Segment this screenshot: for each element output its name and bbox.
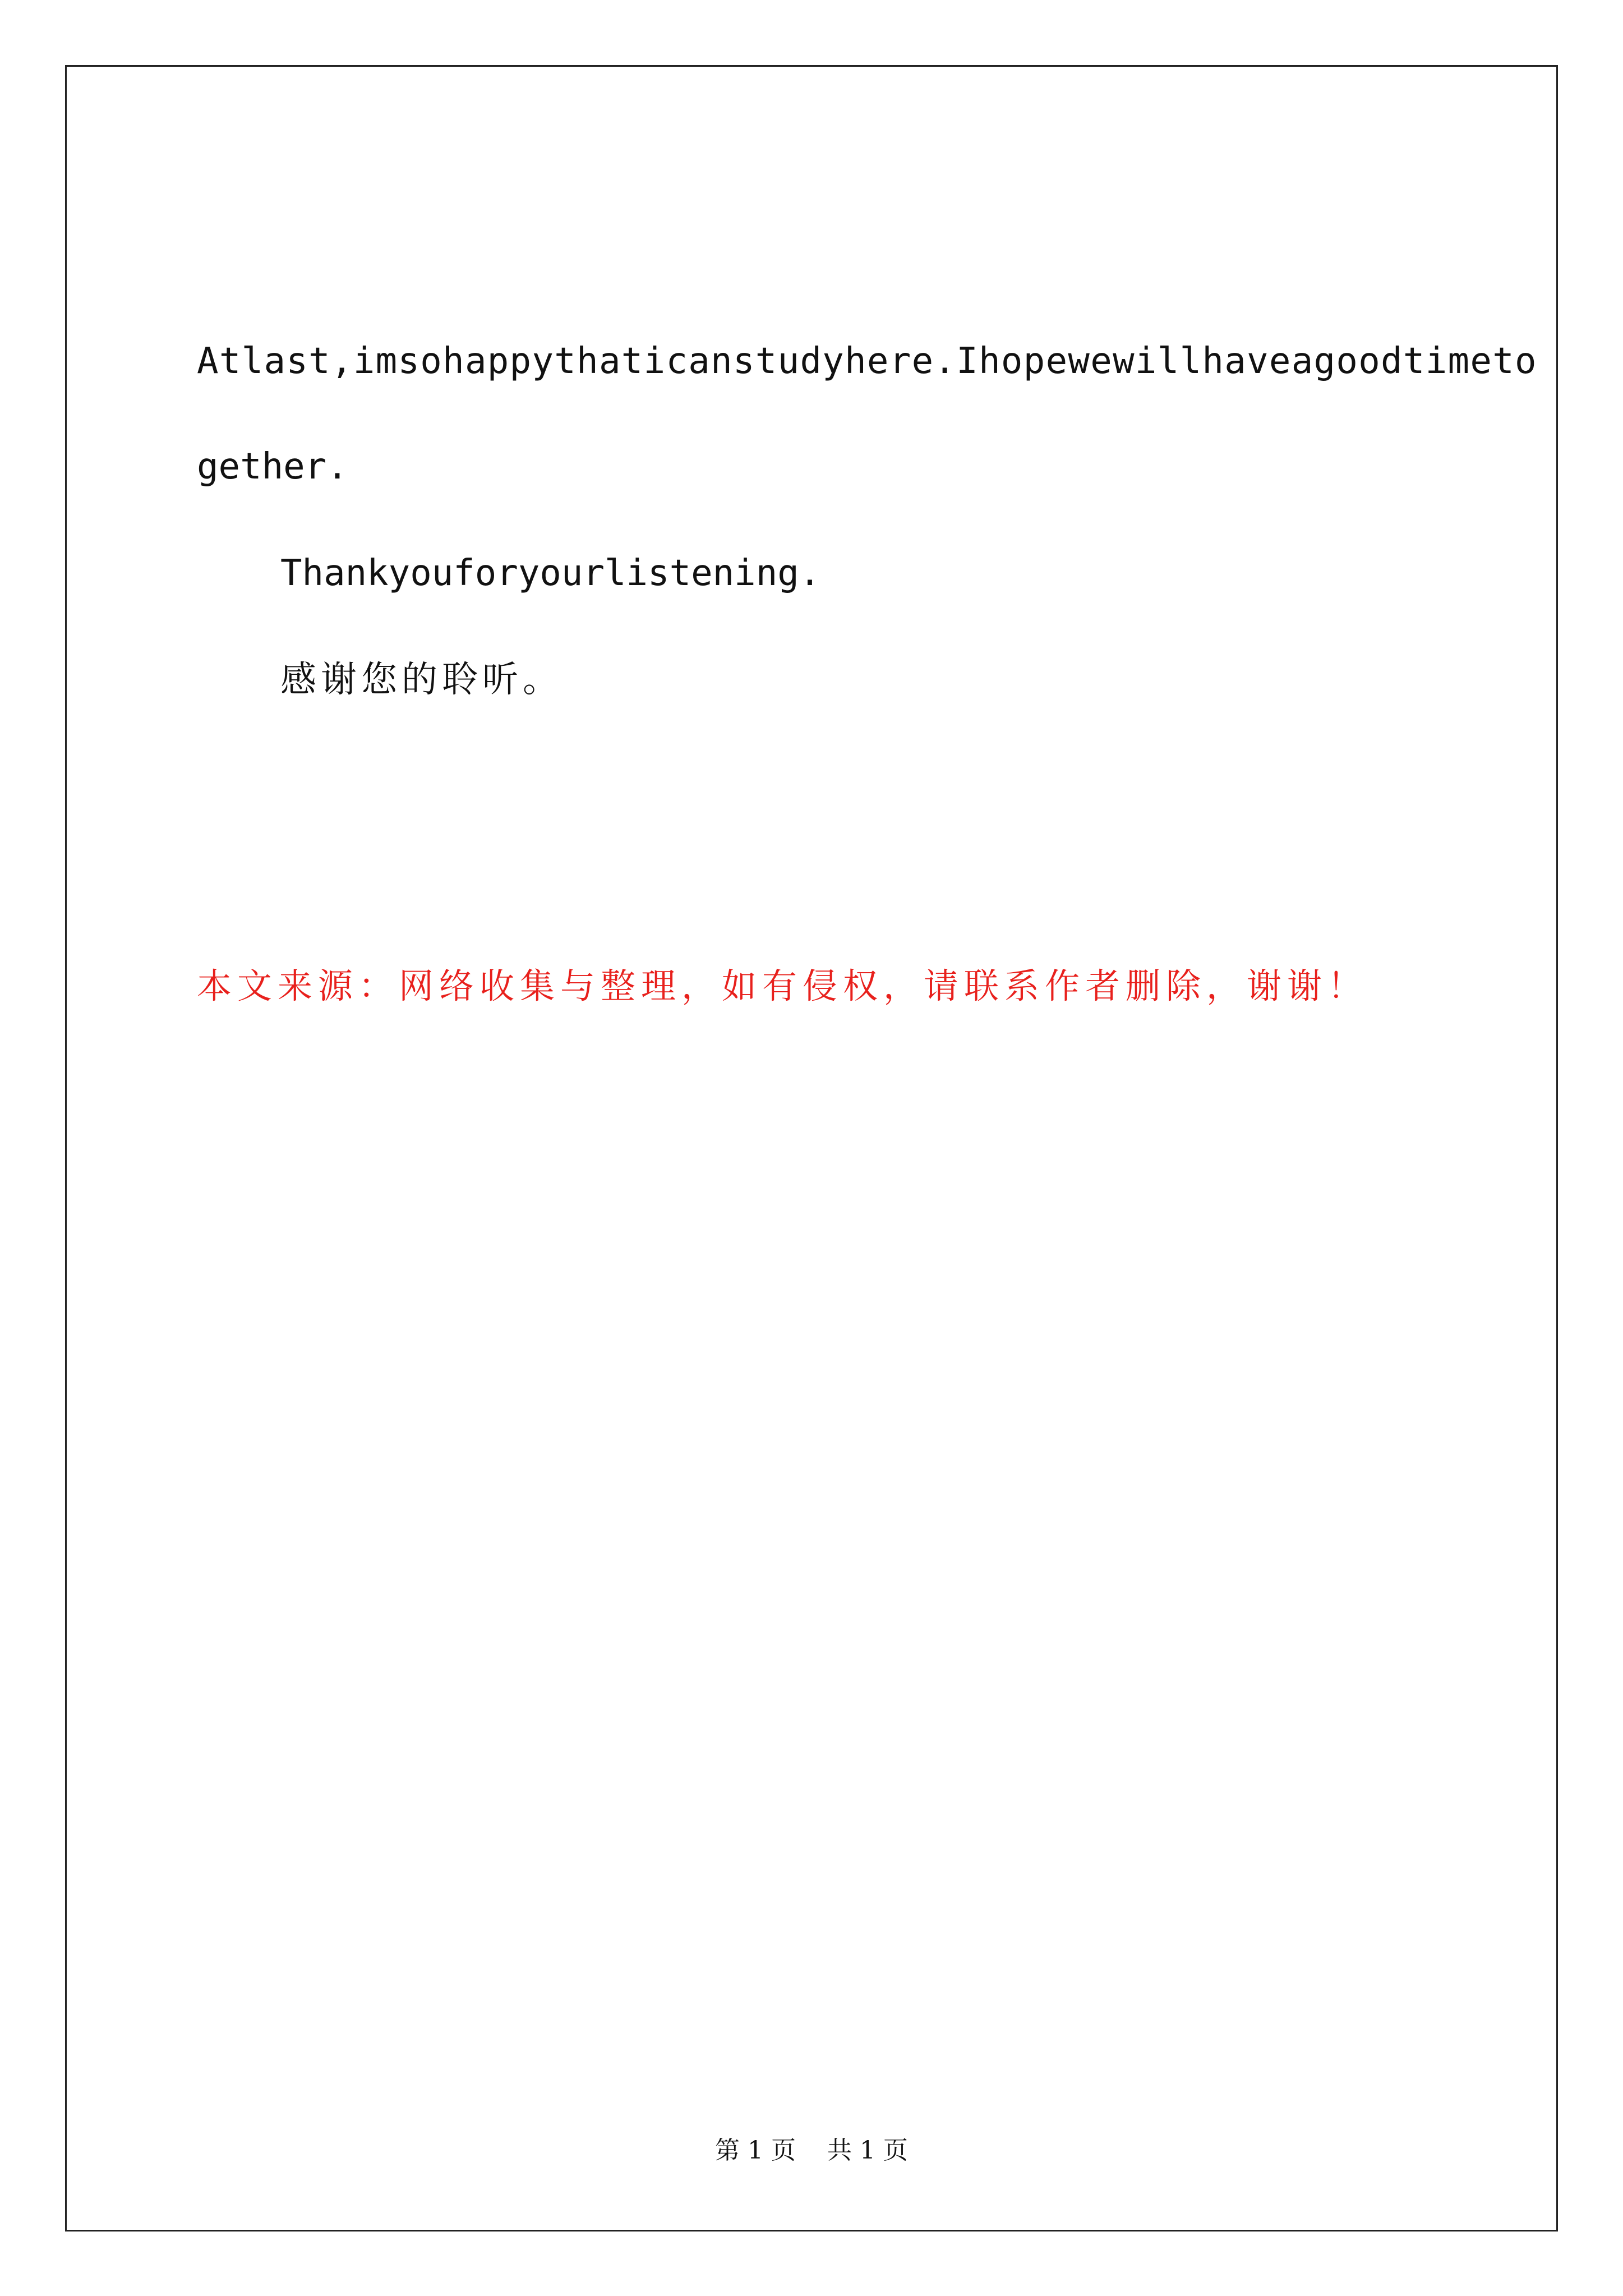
thank-you-line: Thankyouforyourlistening. <box>280 553 821 594</box>
paragraph-line: gether. <box>197 446 348 487</box>
thank-you-chinese-line: 感谢您的聆听。 <box>280 659 563 701</box>
page-number-footer: 第 1 页 共 1 页 <box>715 2136 908 2165</box>
page-border <box>65 65 1558 2231</box>
paragraph-line: Atlast,imsohappythaticanstudyhere.Ihopewewillhaveagoodtimeto <box>197 341 1537 382</box>
source-disclaimer: 本文来源：网络收集与整理，如有侵权，请联系作者删除，谢谢！ <box>197 965 1368 1006</box>
